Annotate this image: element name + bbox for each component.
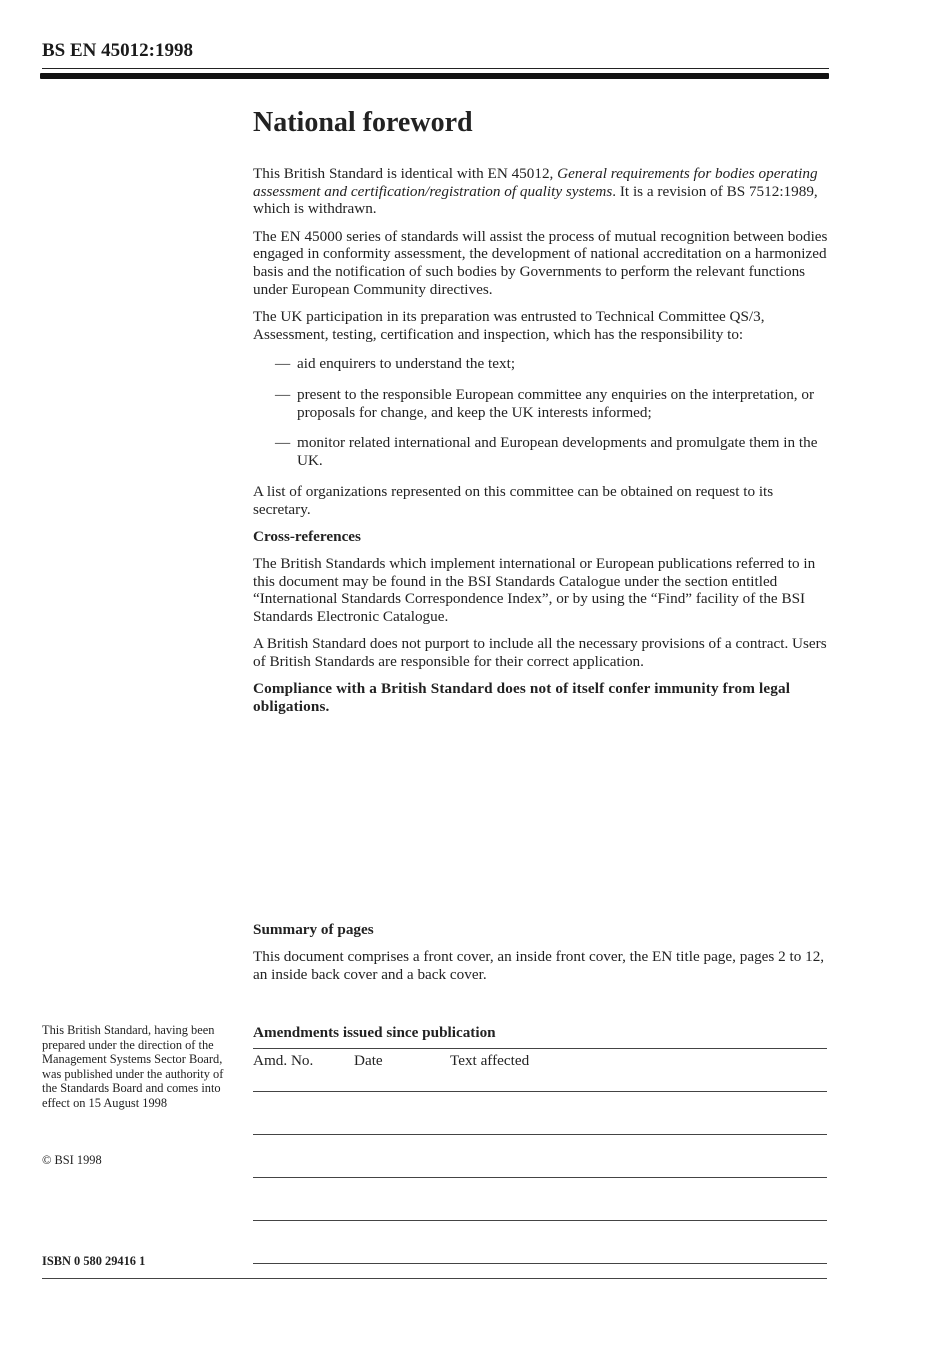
summary-of-pages — [253, 921, 828, 993]
amendments-table-rule — [253, 1048, 827, 1049]
isbn: ISBN 0 580 29416 1 — [42, 1254, 146, 1268]
footer-rule — [42, 1278, 827, 1279]
column-amd-no: Amd. No. — [253, 1052, 314, 1069]
column-text-affected: Text affected — [450, 1052, 530, 1069]
header-rule-thick — [40, 73, 829, 79]
amendments-row-line — [253, 1263, 827, 1264]
organizations-paragraph: A list of organizations represented on this committee can be obtained on request to its secretary. — [253, 482, 774, 518]
amendments-title: Amendments issued since publication — [253, 1024, 496, 1041]
compliance-statement: Compliance with a British Standard does not of itself confer immunity from legal obligations. — [253, 680, 791, 715]
summary-heading: Summary of pages — [253, 921, 374, 938]
dash-glyph: — — [275, 355, 291, 373]
page-title: National foreword — [253, 107, 473, 138]
summary-text: This document comprises a front cover, an inside front cover, the EN title page, pages 2 to 12, an inside back cover and a back cover. — [253, 948, 825, 983]
publication-note: This British Standard, having been prepared under the direction of the Management Systems Sector Board, was published under the authority of the Standards Board and comes into effect on 15 August 1998 — [42, 1023, 224, 1110]
list-item: — present to the responsible European committee any enquiries on the interpretation, or proposals for change, and keep the UK interests informed; — [275, 386, 815, 421]
list-item: — aid enquirers to understand the text; — [275, 355, 516, 373]
amendments-row-line — [253, 1220, 827, 1221]
foreword-body — [253, 165, 828, 725]
copyright-notice: © BSI 1998 — [42, 1153, 102, 1167]
amendments-row-line — [253, 1091, 827, 1092]
cross-references-paragraph: The British Standards which implement international or European publications referred to in this document may be found in the BSI Standards Catalogue under the section entitled “International Standards Correspondence Index”, or by using the “Find” facility of the BSI Standards Electronic Catalogue. — [253, 554, 816, 626]
header-rule-thin — [42, 68, 829, 69]
dash-glyph: — — [275, 386, 291, 404]
committee-paragraph: The UK participation in its preparation was entrusted to Technical Committee QS/3, Assessment, testing, certification and inspection, which has the responsibility to: — [253, 307, 765, 343]
responsibility-list — [253, 355, 828, 470]
intro-paragraph: This British Standard is identical with EN 45012, General requirements for bodies operating assessment and certification/registration of quality systems. It is a revision of BS 7512:1989, which is withdrawn. — [253, 165, 818, 218]
column-date: Date — [354, 1052, 383, 1069]
document-id: BS EN 45012:1998 — [42, 40, 193, 61]
amendments-row-line — [253, 1177, 827, 1178]
standard-title: General requirements for bodies operating assessment and certification/registration of quality systems — [253, 165, 818, 200]
amendments-row-line — [253, 1134, 827, 1135]
cross-references-heading: Cross-references — [253, 527, 361, 545]
provisions-paragraph: A British Standard does not purport to include all the necessary provisions of a contract. Users of British Standards are responsible for their correct application. — [253, 635, 827, 670]
dash-glyph: — — [275, 434, 291, 452]
series-paragraph: The EN 45000 series of standards will assist the process of mutual recognition between bodies engaged in conformity assessment, the development of national accreditation on a harmonized basis and the notification of such bodies by Governments to perform the relevant functions under European Community directives. — [253, 227, 828, 298]
list-item: — monitor related international and European developments and promulgate them in the UK. — [275, 434, 818, 470]
